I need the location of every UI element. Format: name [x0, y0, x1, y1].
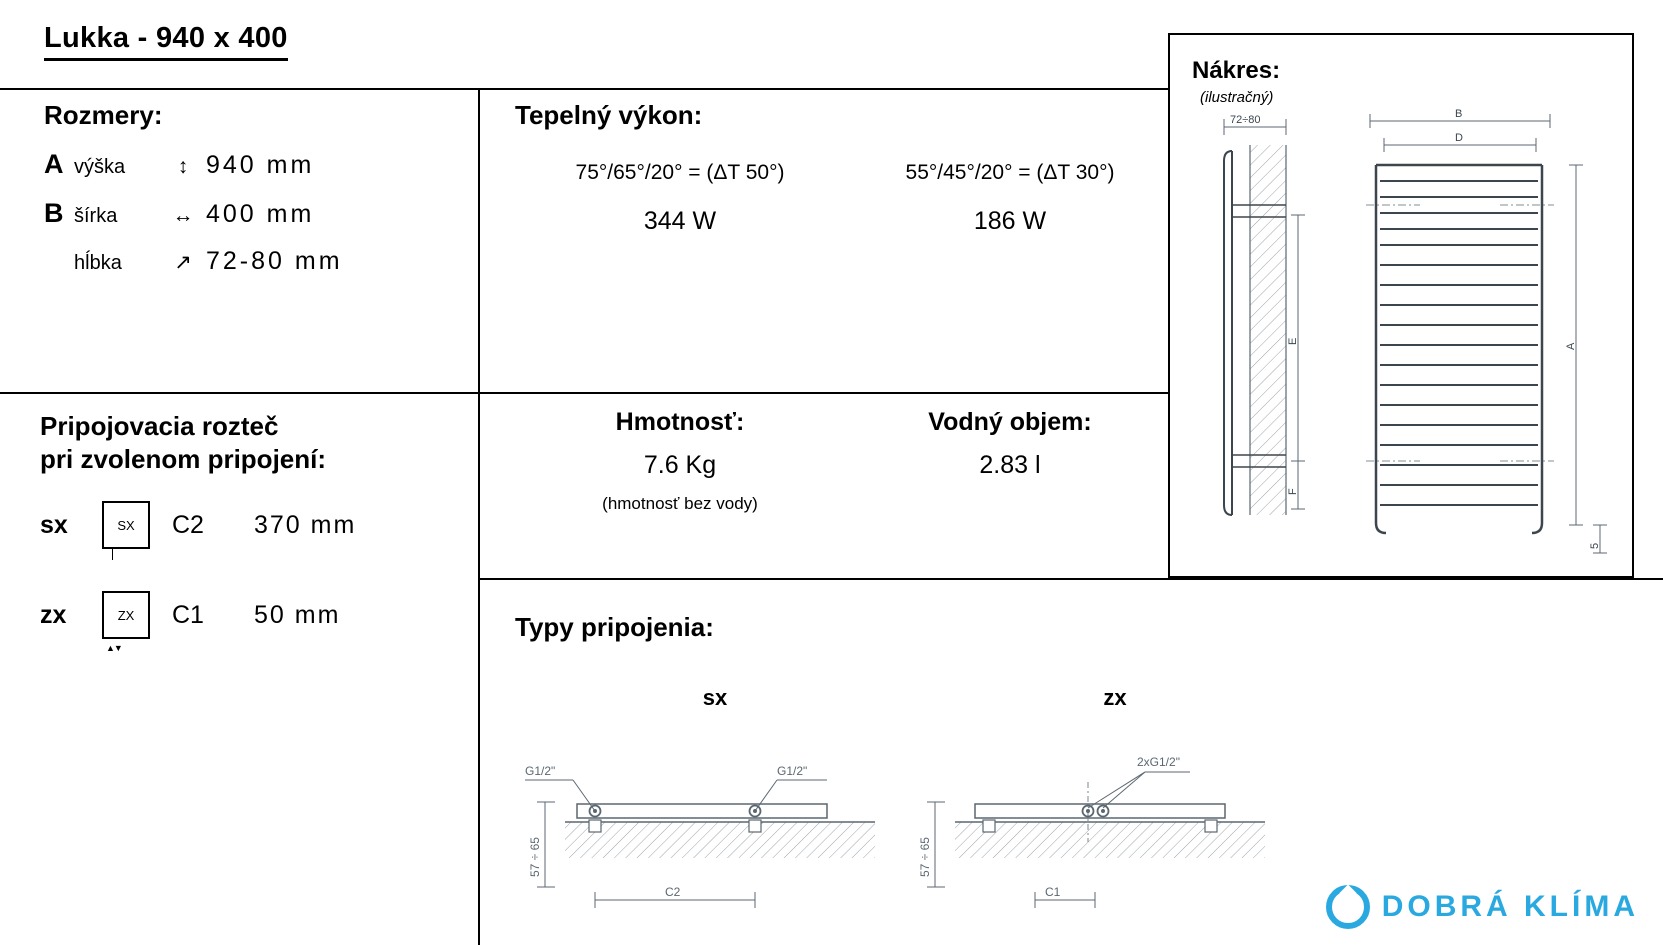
mass-value: 7.6 Kg [643, 451, 717, 479]
sketch-a-label: A [1565, 342, 1577, 350]
sketch-heading: Nákres: [1192, 57, 1281, 84]
dimension-row [44, 149, 464, 180]
zx-thread-label: 2xG1/2" [1137, 755, 1180, 769]
thermal-condition: 75°/65°/20° = (ΔT 50°) [575, 161, 785, 184]
divider-typy [478, 578, 1663, 580]
dimension-value: 72-80 mm [206, 247, 343, 275]
thermal-value: 186 W [973, 207, 1047, 235]
dimension-label: hĺbka [74, 252, 122, 274]
mass-column [515, 408, 845, 514]
divider-vertical [478, 88, 480, 945]
sketch-panel [1168, 33, 1634, 578]
dimension-row [44, 247, 464, 276]
thermal-output-column [515, 161, 845, 236]
connection-box-sx-icon [102, 501, 150, 549]
sx-connection-drawing [515, 742, 915, 932]
dimensions-heading: Rozmery: [44, 100, 163, 130]
connection-ref: C2 [172, 510, 204, 539]
thermal-output-section [515, 100, 1175, 236]
connection-ref: C1 [172, 600, 204, 629]
connection-type-label-zx: zx [1103, 685, 1127, 710]
thermal-output-column [845, 161, 1175, 236]
sketch-drawing [1170, 105, 1632, 575]
connection-code: zx [40, 600, 67, 629]
sketch-five-label: 5 [1589, 542, 1601, 549]
thermal-output-heading: Tepelný výkon: [515, 100, 703, 130]
volume-value: 2.83 l [979, 451, 1041, 479]
connection-value: 370 mm [254, 510, 357, 539]
connection-value: 50 mm [254, 600, 341, 629]
connection-spacing-heading-line1: Pripojovacia rozteč [40, 411, 279, 441]
thermal-condition: 55°/45°/20° = (ΔT 30°) [905, 161, 1115, 184]
sx-span-label: C2 [665, 885, 681, 899]
connection-spacing-heading-line2: pri zvolenom pripojení: [40, 443, 327, 474]
connection-box-zx-icon [102, 591, 150, 639]
connection-box-label: ZX [117, 607, 135, 623]
sketch-depth-label: 72÷80 [1230, 114, 1261, 126]
brand-logo [1326, 885, 1639, 929]
logo-text: DOBRÁ KLÍMA [1381, 890, 1639, 923]
mass-volume-section [515, 408, 1175, 514]
sketch-b-label: B [1455, 108, 1463, 120]
divider-top [0, 88, 1168, 90]
sx-right-thread-label: G1/2" [777, 764, 808, 778]
connection-types-heading: Typy pripojenia: [515, 612, 714, 642]
connection-box-label: SX [117, 517, 135, 533]
dimension-letter: A [44, 149, 64, 179]
arrow-diagonal-icon: ↗ [174, 251, 192, 274]
sketch-subheading: (ilustračný) [1200, 89, 1274, 106]
sketch-d-label: D [1455, 132, 1463, 144]
sx-height-label: 57 ÷ 65 [528, 837, 542, 877]
connection-code: sx [40, 510, 68, 539]
sketch-f-label: F [1287, 488, 1299, 495]
connection-types-section [515, 612, 1595, 899]
arrow-horizontal-icon: ↔ [172, 204, 194, 227]
divider-middle [0, 392, 1168, 394]
arrow-vertical-icon: ↕ [177, 155, 189, 178]
zx-connection-drawing [905, 742, 1305, 932]
connection-row-zx [40, 591, 460, 639]
page-title: Lukka - 940 x 400 [44, 22, 288, 61]
volume-heading: Vodný objem: [928, 408, 1092, 436]
sketch-e-label: E [1287, 337, 1299, 345]
dimension-row [44, 198, 464, 229]
volume-column [845, 408, 1175, 514]
sx-left-thread-label: G1/2" [525, 764, 556, 778]
dimension-value: 940 mm [206, 151, 315, 179]
connection-spacing-section [40, 410, 460, 639]
zx-span-label: C1 [1045, 885, 1061, 899]
thermal-value: 344 W [643, 207, 717, 235]
connection-type-label-sx: sx [702, 685, 728, 710]
dimension-letter: B [44, 198, 64, 228]
mass-note: (hmotnosť bez vody) [602, 494, 758, 513]
connection-row-sx [40, 501, 460, 549]
zx-height-label: 57 ÷ 65 [918, 837, 932, 877]
dimension-value: 400 mm [206, 200, 315, 228]
dimension-label: šírka [74, 205, 118, 227]
mass-heading: Hmotnosť: [615, 408, 745, 436]
logo-mark-icon [1326, 885, 1370, 929]
dimensions-section [44, 100, 464, 276]
dimension-label: výška [74, 156, 126, 178]
